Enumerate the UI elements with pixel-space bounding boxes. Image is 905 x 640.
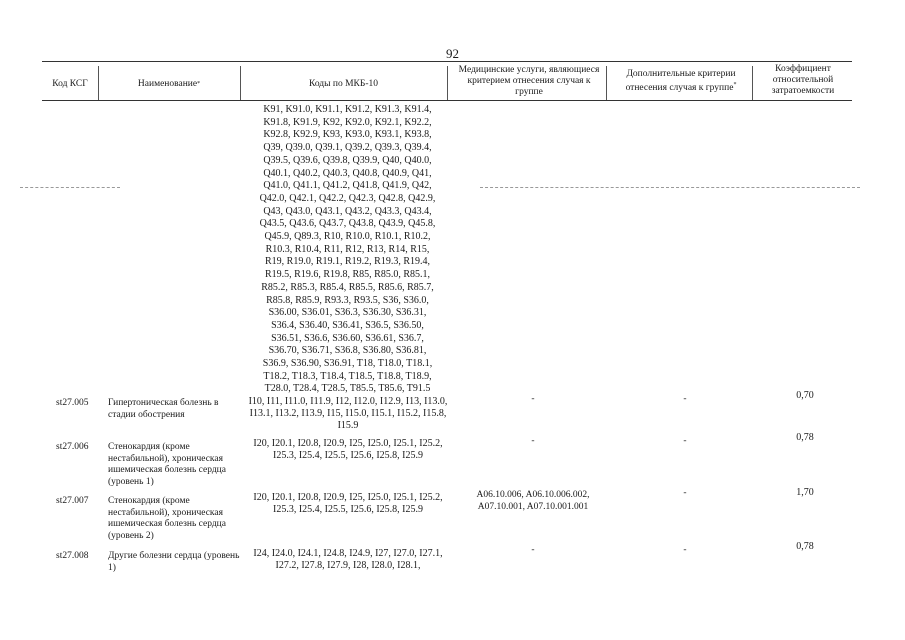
header-name	[100, 70, 238, 98]
scan-artifact-line	[480, 187, 860, 188]
header-name-mark: *	[197, 80, 201, 87]
header-name-text: Наименование	[137, 78, 198, 89]
header-coef	[756, 60, 850, 100]
header-code-text: Код КСГ	[52, 78, 88, 89]
header-divider	[752, 66, 753, 100]
header-divider	[606, 66, 607, 100]
header-code	[45, 70, 95, 98]
row-coefficient: 0,70	[796, 390, 814, 401]
row-mkb-codes: I20, I20.1, I20.8, I20.9, I25, I25.0, I25.1, I25.2, I25.3, I25.4, I25.5, I25.6, I25.8, I25.9	[253, 438, 443, 461]
row-code: st27.008	[56, 551, 89, 561]
row-additional: -	[683, 394, 687, 404]
header-services	[455, 63, 603, 99]
row-services: -	[531, 436, 535, 446]
row-code: st27.005	[56, 398, 89, 408]
header-top-rule	[42, 61, 852, 62]
row-coefficient: 1,70	[796, 487, 814, 498]
row-coefficient: 0,78	[796, 432, 814, 443]
row-code: st27.007	[56, 496, 89, 506]
header-divider	[447, 66, 448, 100]
row-mkb-codes: I20, I20.1, I20.8, I20.9, I25, I25.0, I25.1, I25.2, I25.3, I25.4, I25.5, I25.6, I25.8, I25.9	[253, 492, 443, 515]
header-mkb-text: Коды по МКБ-10	[308, 78, 379, 89]
page-number: 92	[446, 46, 459, 61]
row-mkb-codes: I10, I11, I11.0, I11.9, I12, I12.0, I12.9, I13, I13.0, I13.1, I13.2, I13.9, I15, I15.0, I15.1, I15.2, I15.8, I15.9	[248, 396, 448, 431]
row-mkb-codes: I24, I24.0, I24.1, I24.8, I24.9, I27, I27.0, I27.1, I27.2, I27.8, I27.9, I28, I28.0, I28.1,	[253, 548, 443, 571]
row-additional: -	[683, 488, 687, 498]
row-additional: -	[683, 436, 687, 446]
header-divider	[240, 66, 241, 100]
header-additional-mark: *	[733, 82, 737, 89]
header-additional	[612, 66, 750, 98]
continuation-codes: K91, K91.0, K91.1, K91.2, K91.3, K91.4, K91.8, K91.9, K92, K92.0, K92.1, K92.2, K92.8, K92.9, K93, K93.0, K93.1, K93.8, Q39, Q39.0, Q39.1, Q39.2, Q39.3, Q39.4, Q39.5, Q39.6, Q39.8, Q39.9, Q40, Q40.0, Q40.1, Q40.2, Q40.3, Q40.8, Q40.9, Q41, Q41.0, Q41.1, Q41.2, Q41.8, Q41.9, Q42, Q42.0, Q42.1, Q42.2, Q42.3, Q42.8, Q42.9, Q43, Q43.0, Q43.1, Q43.2, Q43.3, Q43.4, Q43.5, Q43.6, Q43.7, Q43.8, Q43.9, Q45.8, Q45.9, Q89.3, R10, R10.0, R10.1, R10.2, R10.3, R10.4, R11, R12, R13, R14, R15, R19, R19.0, R19.1, R19.2, R19.3, R19.4, R19.5, R19.6, R19.8, R85, R85.0, R85.1, R85.2, R85.3, R85.4, R85.5, R85.6, R85.7, R85.8, R85.9, R93.3, R93.5, S36, S36.0, S36.00, S36.01, S36.3, S36.30, S36.31, S36.4, S36.40, S36.41, S36.5, S36.50, S36.51, S36.6, S36.60, S36.61, S36.7, S36.70, S36.71, S36.8, S36.80, S36.81, S36.9, S36.90, S36.91, T18, T18.0, T18.1, T18.2, T18.3, T18.4, T18.5, T18.8, T18.9, T28.0, T28.4, T28.5, T85.5, T85.6, T91.5	[259, 104, 436, 395]
header-mkb	[242, 70, 445, 98]
row-code: st27.006	[56, 442, 89, 452]
row-services: -	[531, 394, 535, 404]
header-divider	[98, 66, 99, 100]
row-name: Гипертоническая болезнь в стадии обострения	[108, 398, 219, 420]
row-name: Стенокардия (кроме нестабильной), хроническая ишемическая болезнь сердца (уровень 2)	[108, 496, 226, 541]
row-name: Стенокардия (кроме нестабильной), хроническая ишемическая болезнь сердца (уровень 1)	[108, 442, 226, 487]
row-name: Другие болезни сердца (уровень 1)	[108, 551, 240, 573]
header-services-text: Медицинские услуги, являющиеся критерием отнесения случая к группе	[458, 64, 600, 97]
row-services: A06.10.006, A06.10.006.002, A07.10.001, A07.10.001.001	[476, 490, 590, 512]
row-services: -	[531, 545, 535, 555]
header-additional-text: Дополнительные критерии отнесения случая к группе	[625, 69, 736, 94]
row-coefficient: 0,78	[796, 541, 814, 552]
scan-artifact-line	[20, 187, 120, 188]
row-additional: -	[683, 545, 687, 555]
header-bottom-rule	[42, 100, 852, 101]
header-coef-text: Коэффициент относительной затратоемкости	[771, 63, 835, 96]
